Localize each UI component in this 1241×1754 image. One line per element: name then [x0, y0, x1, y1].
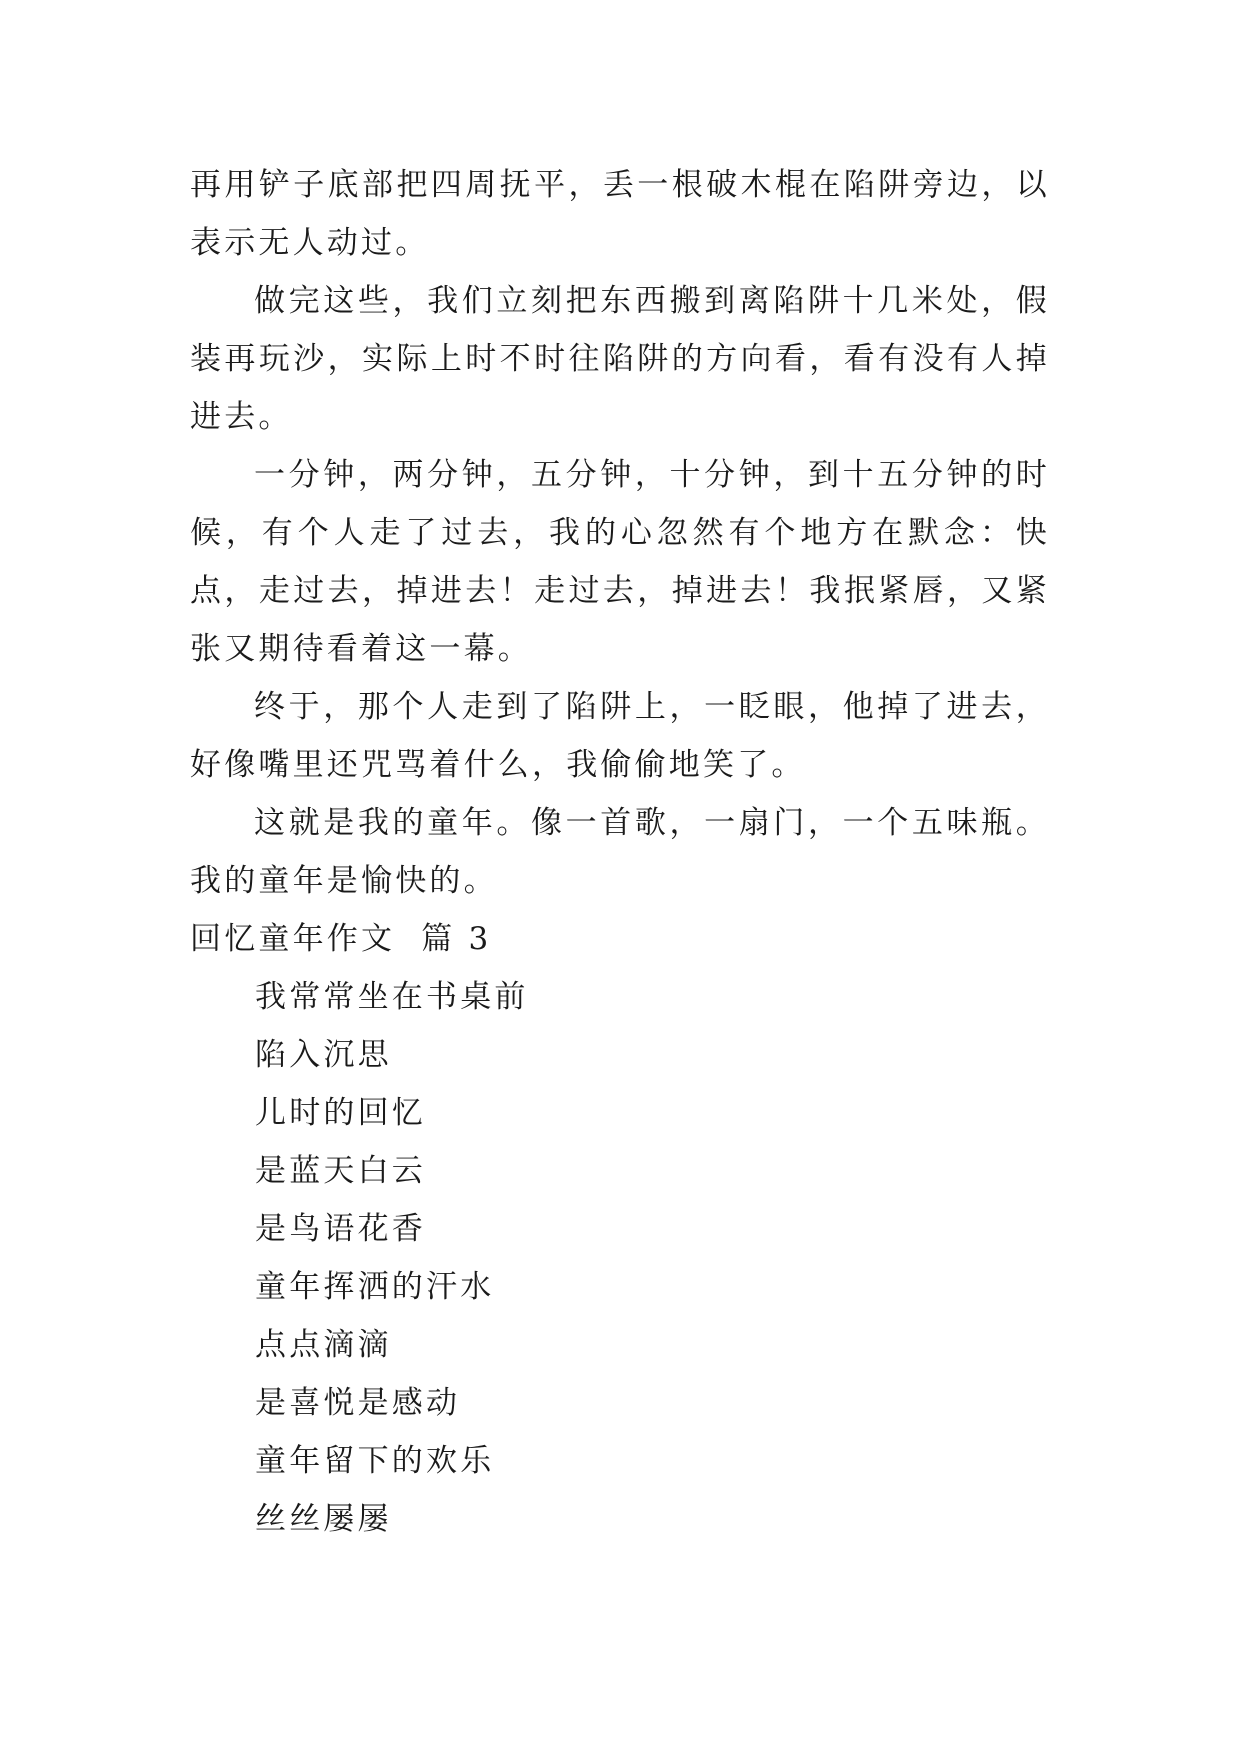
- poem-line: 我常常坐在书桌前: [255, 979, 529, 1015]
- poem-line: 童年挥洒的汗水: [255, 1269, 495, 1305]
- paragraph: 做完这些，我们立刻把东西搬到离陷阱十几米处，假装再玩沙，实际上时不时往陷阱的方向看，看有没有人掉进去。: [190, 283, 1050, 435]
- poem-line: 是蓝天白云: [255, 1153, 426, 1189]
- poem-line: 是喜悦是感动: [255, 1385, 461, 1421]
- paragraph: 这就是我的童年。像一首歌，一扇门，一个五味瓶。我的童年是愉快的。: [190, 805, 1050, 899]
- poem-line: 是鸟语花香: [255, 1211, 426, 1247]
- poem-line: 童年留下的欢乐: [255, 1443, 495, 1479]
- poem: [255, 968, 529, 1548]
- poem-line: 陷入沉思: [255, 1037, 392, 1073]
- paragraph: 终于，那个人走到了陷阱上，一眨眼，他掉了进去，好像嘴里还咒骂着什么，我偷偷地笑了。: [190, 689, 1050, 783]
- poem-line: 点点滴滴: [255, 1327, 392, 1363]
- poem-line: 儿时的回忆: [255, 1095, 426, 1131]
- section-title: 回忆童年作文 篇 3: [190, 921, 492, 957]
- poem-line: 丝丝屡屡: [255, 1501, 392, 1537]
- paragraph: 一分钟，两分钟，五分钟，十分钟，到十五分钟的时候，有个人走了过去，我的心忽然有个地方在默念：快点，走过去，掉进去！走过去，掉进去！我抿紧唇，又紧张又期待看着这一幕。: [190, 457, 1050, 667]
- essay-body: [190, 156, 1050, 910]
- paragraph-continuation: 再用铲子底部把四周抚平，丢一根破木棍在陷阱旁边，以表示无人动过。: [190, 167, 1050, 261]
